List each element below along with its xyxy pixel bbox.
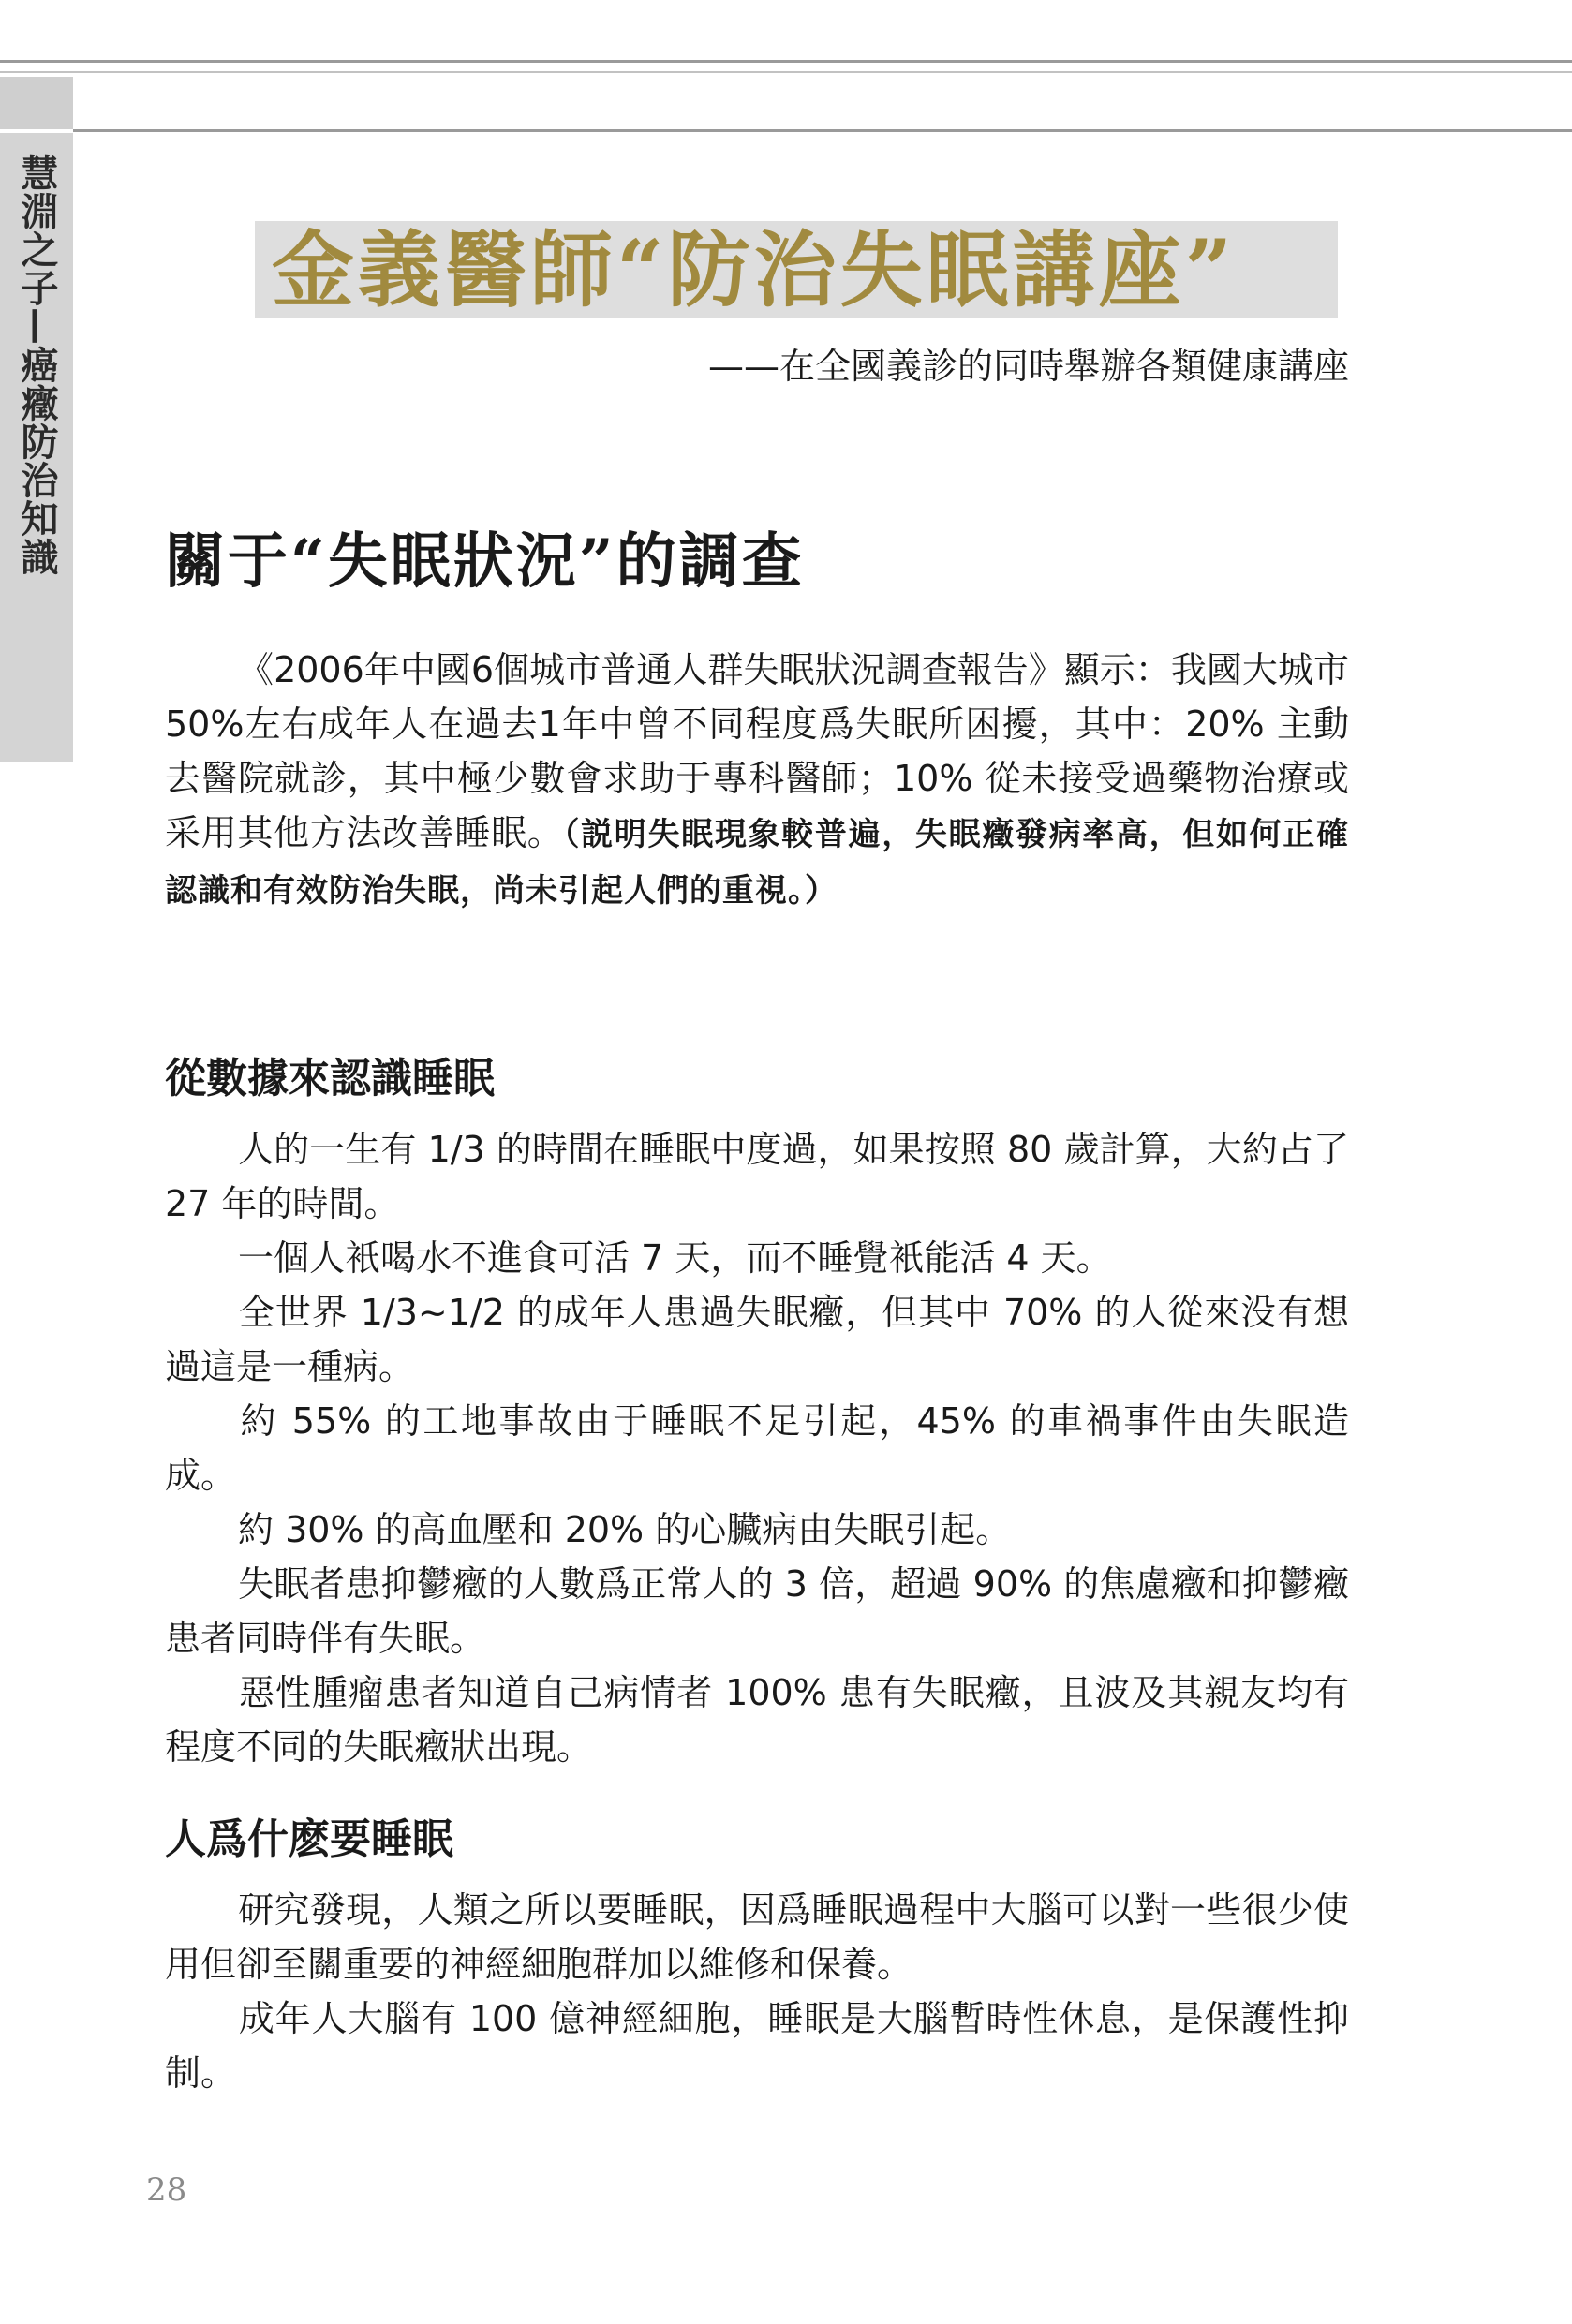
page-subtitle: ——在全國義診的同時舉辦各類健康講座 xyxy=(707,346,1349,387)
top-rule xyxy=(0,60,1572,63)
survey-note: （説明失眠現象較普遍，失眠癥發病率高，但如何正確認識和有效防治失眠，尚未引起人們的重視。） xyxy=(165,816,1349,910)
section-heading-data: 從數據來認識睡眠 xyxy=(165,1055,495,1103)
survey-paragraph xyxy=(165,643,1349,918)
paragraph: 全世界 1/3~1/2 的成年人患過失眠癥，但其中 70% 的人從來没有想過這是一種病。 xyxy=(165,1292,1349,1387)
page-title: 金義醫師“防治失眠講座” xyxy=(272,221,1237,318)
survey-text: 《2006年中國6個城市普通人群失眠狀況調查報告》顯示：我國大城市50%左右成年人在過去1年中曾不同程度爲失眠所困擾，其中：20% 主動去醫院就診，其中極少數會求助于專科醫師；10% 從未接受過藥物治療或采用其他方法改善睡眠。 xyxy=(165,649,1349,853)
paragraph: 研究發現，人類之所以要睡眠，因爲睡眠過程中大腦可以對一些很少使用但卻至關重要的神經細胞群加以維修和保養。 xyxy=(165,1889,1349,1985)
paragraph: 約 30% 的高血壓和 20% 的心臟病由失眠引起。 xyxy=(238,1509,1012,1550)
side-corner-block xyxy=(0,77,73,129)
paragraph: 一個人衹喝水不進食可活 7 天，而不睡覺衹能活 4 天。 xyxy=(238,1237,1112,1279)
top-rule-thin xyxy=(0,71,1572,73)
side-tab-label: 慧淵之子—癌癥防治知識 xyxy=(15,154,58,576)
paragraph: 失眠者患抑鬱癥的人數爲正常人的 3 倍，超過 90% 的焦慮癥和抑鬱癥患者同時伴有失眠。 xyxy=(165,1563,1349,1659)
paragraph: 約 55% 的工地事故由于睡眠不足引起，45% 的車禍事件由失眠造成。 xyxy=(165,1400,1349,1496)
section-heading-why: 人爲什麽要睡眠 xyxy=(165,1815,453,1863)
header-rule xyxy=(73,129,1572,132)
paragraph: 人的一生有 1/3 的時間在睡眠中度過，如果按照 80 歲計算，大約占了 27 年的時間。 xyxy=(165,1129,1349,1224)
section-title: 關于“失眠狀況”的調查 xyxy=(165,526,805,597)
page-number: 28 xyxy=(146,2171,187,2209)
paragraph: 惡性腫瘤患者知道自己病情者 100% 患有失眠癥，且波及其親友均有程度不同的失眠癥狀出現。 xyxy=(165,1672,1349,1768)
paragraph: 成年人大腦有 100 億神經細胞，睡眠是大腦暫時性休息，是保護性抑制。 xyxy=(165,1998,1349,2094)
